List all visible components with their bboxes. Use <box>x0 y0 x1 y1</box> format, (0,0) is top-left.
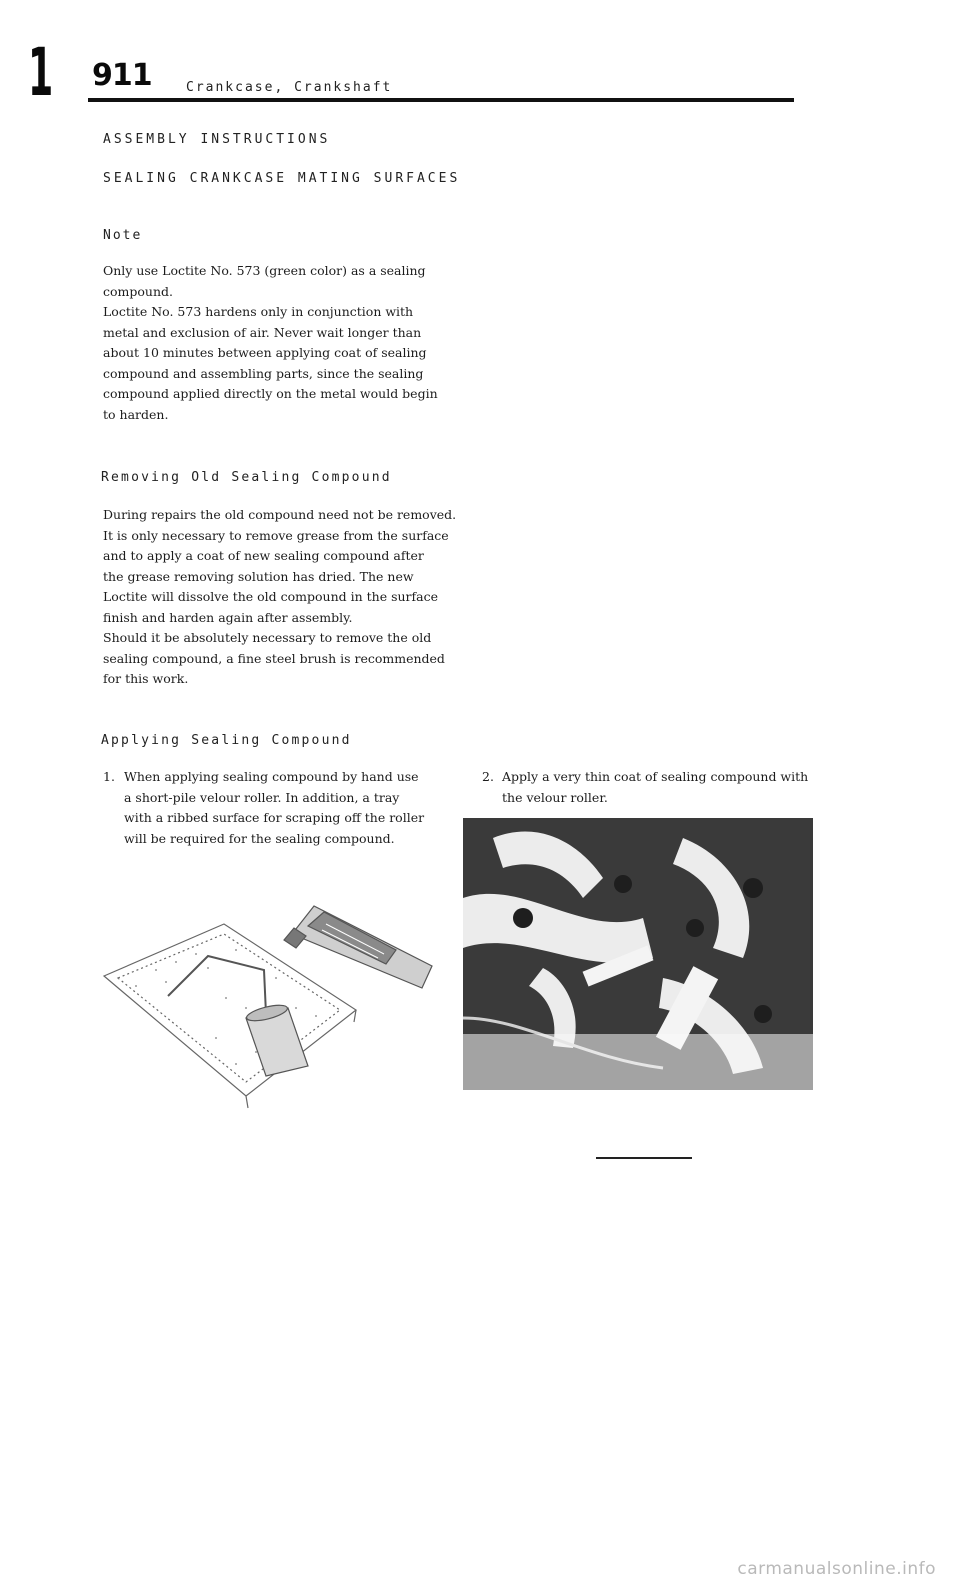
note-line: Loctite No. 573 hardens only in conjunction with <box>103 304 414 319</box>
removing-line: for this work. <box>103 671 189 686</box>
figure-crankcase-photo <box>463 818 813 1090</box>
step-line: with a ribbed surface for scraping off the roller <box>124 810 425 825</box>
note-paragraph <box>103 261 468 425</box>
heading-applying: Applying Sealing Compound <box>101 733 352 748</box>
note-line: compound applied directly on the metal would begin <box>103 386 438 401</box>
removing-line: sealing compound, a fine steel brush is recommended <box>103 650 445 666</box>
removing-line: Should it be absolutely necessary to remove the old <box>103 630 432 645</box>
removing-line: Loctite will dissolve the old compound in the surface <box>103 589 439 604</box>
note-line: about 10 minutes between applying coat of sealing <box>103 345 427 360</box>
figure-roller-tray <box>96 858 444 1114</box>
heading-note: Note <box>103 228 143 243</box>
step-line: Apply a very thin coat of sealing compound with <box>502 769 809 784</box>
header-rule <box>88 98 794 102</box>
step-line: will be required for the sealing compound. <box>124 830 395 846</box>
note-line: compound and assembling parts, since the sealing <box>103 365 424 381</box>
section-number: 1 <box>28 34 54 111</box>
removing-line: the grease removing solution has dried. The new <box>103 568 414 584</box>
removing-line: finish and harden again after assembly. <box>103 609 353 625</box>
end-rule <box>596 1157 692 1159</box>
watermark: carmanualsonline.info <box>737 1559 936 1579</box>
step-2 <box>482 767 862 808</box>
removing-paragraph <box>103 505 473 690</box>
note-line: compound. <box>103 283 173 299</box>
model-title: 911 <box>92 58 152 93</box>
note-line: Only use Loctite No. 573 (green color) as a sealing <box>103 263 426 278</box>
step-line: the velour roller. <box>502 789 608 805</box>
heading-sealing: SEALING CRANKCASE MATING SURFACES <box>103 171 461 186</box>
note-line: to harden. <box>103 406 169 422</box>
step-number: 2. <box>482 769 494 784</box>
removing-line: During repairs the old compound need not be removed. <box>103 507 457 522</box>
step-number: 1. <box>103 769 115 784</box>
heading-assembly: ASSEMBLY INSTRUCTIONS <box>103 132 331 147</box>
step-line: a short-pile velour roller. In addition, a tray <box>124 789 400 805</box>
heading-removing: Removing Old Sealing Compound <box>101 470 392 485</box>
chapter-title: Crankcase, Crankshaft <box>186 80 393 95</box>
note-line: metal and exclusion of air. Never wait longer than <box>103 324 422 340</box>
removing-line: and to apply a coat of new sealing compound after <box>103 548 424 563</box>
removing-line: It is only necessary to remove grease from the surface <box>103 527 449 543</box>
step-1 <box>103 767 463 849</box>
step-line: When applying sealing compound by hand use <box>124 769 419 784</box>
